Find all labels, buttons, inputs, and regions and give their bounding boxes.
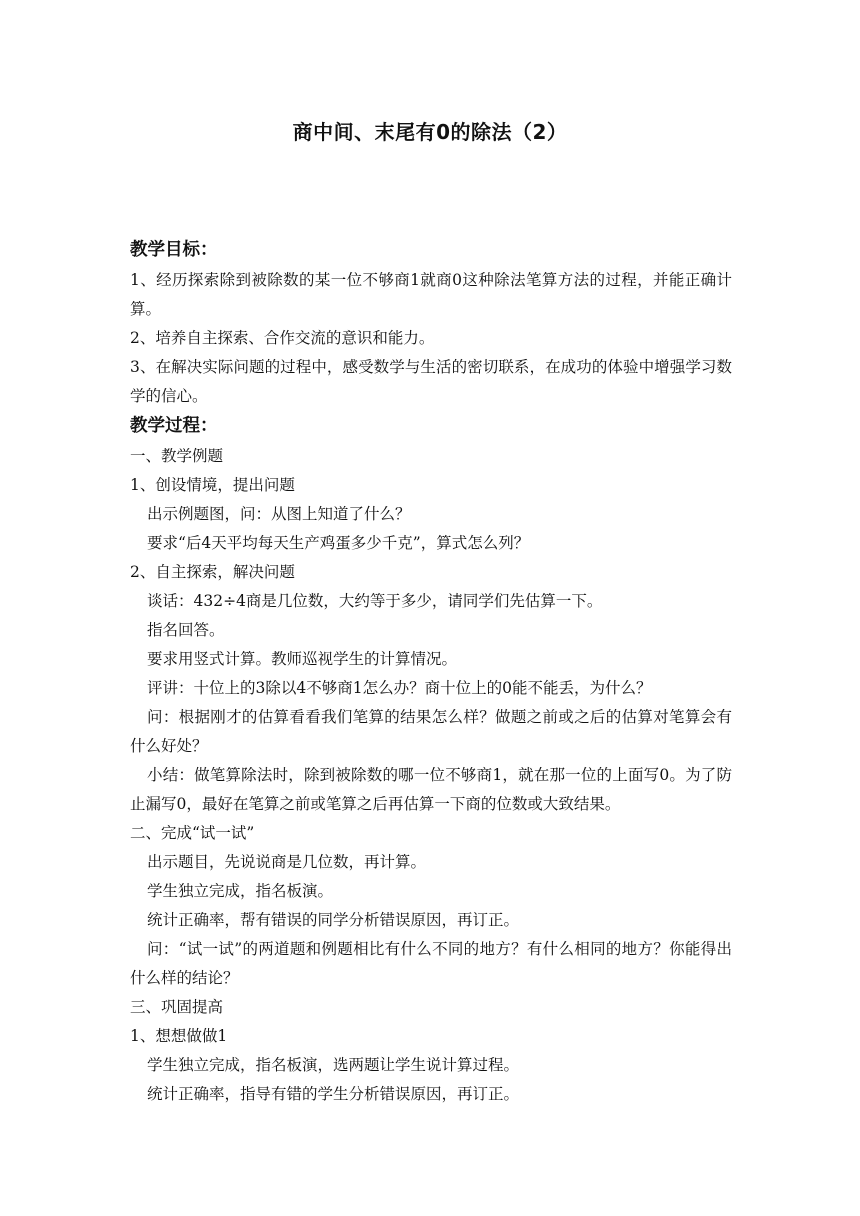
paragraph-review: 评讲：十位上的3除以4不够商1怎么办？商十位上的0能不能丢，为什么？	[147, 679, 652, 697]
paragraph-formula-question: 要求“后4天平均每天生产鸡蛋多少千克”，算式怎么列？	[147, 534, 530, 552]
section-try: 二、完成“试一试”	[130, 824, 255, 842]
paragraph-vertical-calc: 要求用竖式计算。教师巡视学生的计算情况。	[147, 650, 458, 668]
section-consolidate: 三、巩固提高	[130, 998, 224, 1016]
section-example: 一、教学例题	[130, 447, 224, 465]
paragraph-answer: 指名回答。	[147, 621, 225, 639]
paragraph-compare: 问：“试一试”的两道题和例题相比有什么不同的地方？有什么相同的地方？你能得出什么样的结论？	[130, 940, 732, 987]
paragraph-talk: 谈话：432÷4商是几位数，大约等于多少，请同学们先估算一下。	[147, 592, 603, 610]
document-body	[130, 235, 732, 1109]
paragraph-practice-board: 学生独立完成，指名板演，选两题让学生说计算过程。	[147, 1056, 520, 1074]
process-heading: 教学过程：	[130, 416, 218, 436]
goal-2: 2、培养自主探索、合作交流的意识和能力。	[130, 329, 435, 347]
document-title: 商中间、末尾有0的除法（2）	[292, 120, 568, 144]
step-explore: 2、自主探索，解决问题	[130, 563, 295, 581]
paragraph-summary: 小结：做笔算除法时，除到被除数的哪一位不够商1，就在那一位的上面写0。为了防止漏写0，最好在笔算之前或笔算之后再估算一下商的位数或大致结果。	[130, 766, 732, 813]
paragraph-practice-accuracy: 统计正确率，指导有错的学生分析错误原因，再订正。	[147, 1085, 520, 1103]
paragraph-show-example: 出示例题图，问：从图上知道了什么？	[147, 505, 411, 523]
goal-3: 3、在解决实际问题的过程中，感受数学与生活的密切联系，在成功的体验中增强学习数学的信心。	[130, 358, 732, 405]
goal-1: 1、经历探索除到被除数的某一位不够商1就商0这种除法笔算方法的过程，并能正确计算。	[130, 271, 732, 318]
paragraph-independent: 学生独立完成，指名板演。	[147, 882, 334, 900]
goals-heading: 教学目标：	[130, 240, 218, 260]
paragraph-estimate-question: 问：根据刚才的估算看看我们笔算的结果怎么样？做题之前或之后的估算对笔算会有什么好处？	[130, 708, 732, 755]
step-practice-1: 1、想想做做1	[130, 1027, 228, 1045]
step-create-scenario: 1、创设情境，提出问题	[130, 476, 295, 494]
paragraph-accuracy: 统计正确率，帮有错误的同学分析错误原因，再订正。	[147, 911, 520, 929]
paragraph-show-problem: 出示题目，先说说商是几位数，再计算。	[147, 853, 427, 871]
